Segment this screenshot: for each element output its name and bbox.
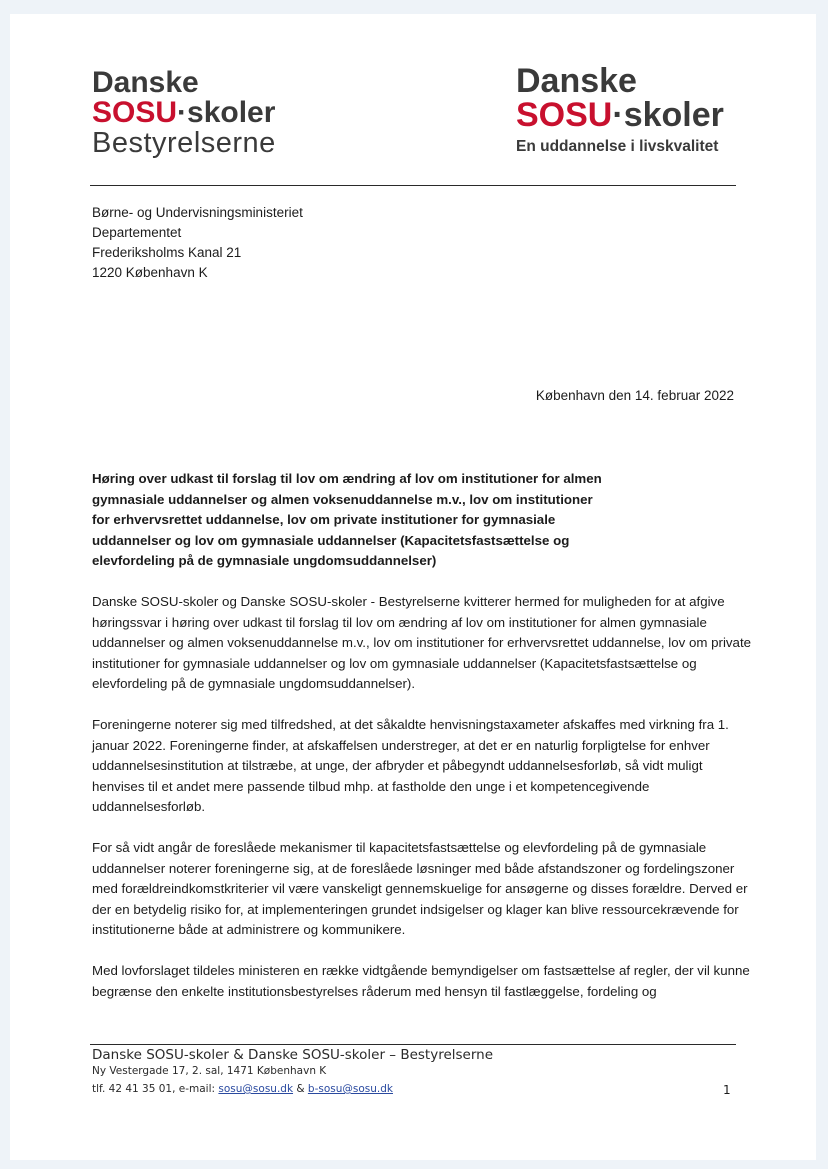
logo-left-sosu: SOSU [92, 96, 178, 129]
paragraph-4: Med lovforslaget tildeles ministeren en række vidtgående bemyndigelser om fastsættelse af regler, der vil kunne begrænse den enkelte institutionsbestyrelses råderum med hensyn til fastlæggelse, fordeling og [92, 963, 750, 999]
footer-ampersand: & [293, 1083, 308, 1095]
page-number: 1 [723, 1083, 731, 1097]
footer-divider [90, 1044, 736, 1045]
logo-left-line2 [92, 98, 276, 128]
footer-organization: Danske SOSU-skoler & Danske SOSU-skoler – Bestyrelserne [92, 1047, 494, 1063]
paragraph-1: Danske SOSU-skoler og Danske SOSU-skoler - Bestyrelserne kvitterer hermed for muligheden for at afgive høringssvar i høring over udkast til forslag til lov om ændring af lov om institutioner for almen gymnasiale uddannelser og almen voksenuddannelse m.v., lov om institutioner for erhvervsrettet uddannelse, lov om private institutioner for gymnasiale uddannelser og lov om gymnasiale uddannelser (Kapacitetsfastsættelse og elevfordeling på de gymnasiale ungdomsuddannelser). [92, 594, 752, 691]
footer-phone: tlf. 42 41 35 01, e-mail: [92, 1083, 219, 1095]
letter-subject: Høring over udkast til forslag til lov om ændring af lov om institutioner for almen gymnasiale uddannelser og almen voksenuddannelse m.v., lov om institutioner for erhvervsrettet uddannelse, lov om private institutioner for gymnasiale uddannelser og lov om gymnasiale uddannelser (Kapacitetsfastsættelse og elevfordeling på de gymnasiale ungdomsuddannelser) [92, 471, 602, 568]
logo-right-line1: Danske [516, 62, 637, 100]
logo-danske-sosu-skoler [516, 64, 724, 156]
recipient-line-3: Frederiksholms Kanal 21 [92, 245, 242, 260]
logo-right-skoler: skoler [623, 96, 724, 134]
letter-page [10, 14, 816, 1160]
logo-left-dot: · [177, 96, 188, 129]
paragraph-3: For så vidt angår de foreslåede mekanismer til kapacitetsfastsættelse og elevfordeling på de gymnasiale uddannelser noterer foreningerne sig, at de foreslåede løsninger med både afstandszoner og fordelingszoner med forældreindkomstkriterier vil være vanskeligt gennemskuelige for ansøgerne og disses forældre. Derved er der en betydelig risiko for, at implementeringen grundet indsigelser og klager kan blive ressourcekrævende for institutionerne både at administrere og kommunikere. [92, 840, 748, 937]
recipient-address [92, 203, 303, 283]
logo-left-line1: Danske [92, 66, 199, 99]
footer-contact [92, 1083, 393, 1095]
logo-right-dot: · [612, 96, 624, 134]
footer-address: Ny Vestergade 17, 2. sal, 1471 København K [92, 1065, 327, 1077]
paragraph-2: Foreningerne noterer sig med tilfredshed, at det såkaldte henvisningstaxameter afskaffes med virkning fra 1. januar 2022. Foreningerne finder, at afskaffelsen understreger, at det er en naturlig forpligtelse for enhver uddannelsesinstitution at tilstræbe, at unge, der afbryder et påbegyndt uddannelsesforløb, så vidt muligt henvises til et andet mere passende tilbud mhp. at fastholde den unge i et kompetencegivende uddannelsesforløb. [92, 717, 729, 814]
logo-right-sosu: SOSU [516, 96, 613, 134]
logo-right-tagline: En uddannelse i livskvalitet [516, 138, 719, 155]
email-link-b-sosu[interactable]: b-sosu@sosu.dk [307, 1083, 393, 1095]
header-divider [90, 185, 736, 186]
logo-right-line2 [516, 98, 724, 132]
recipient-line-1: Børne- og Undervisningsministeriet [92, 205, 303, 220]
email-link-sosu[interactable]: sosu@sosu.dk [218, 1083, 294, 1095]
logo-left-skoler: skoler [187, 96, 276, 129]
letter-date: København den 14. februar 2022 [535, 388, 734, 403]
recipient-line-2: Departementet [92, 225, 182, 240]
logo-bestyrelserne [92, 68, 276, 158]
recipient-line-4: 1220 København K [92, 265, 208, 280]
logo-left-line3: Bestyrelserne [92, 127, 276, 159]
